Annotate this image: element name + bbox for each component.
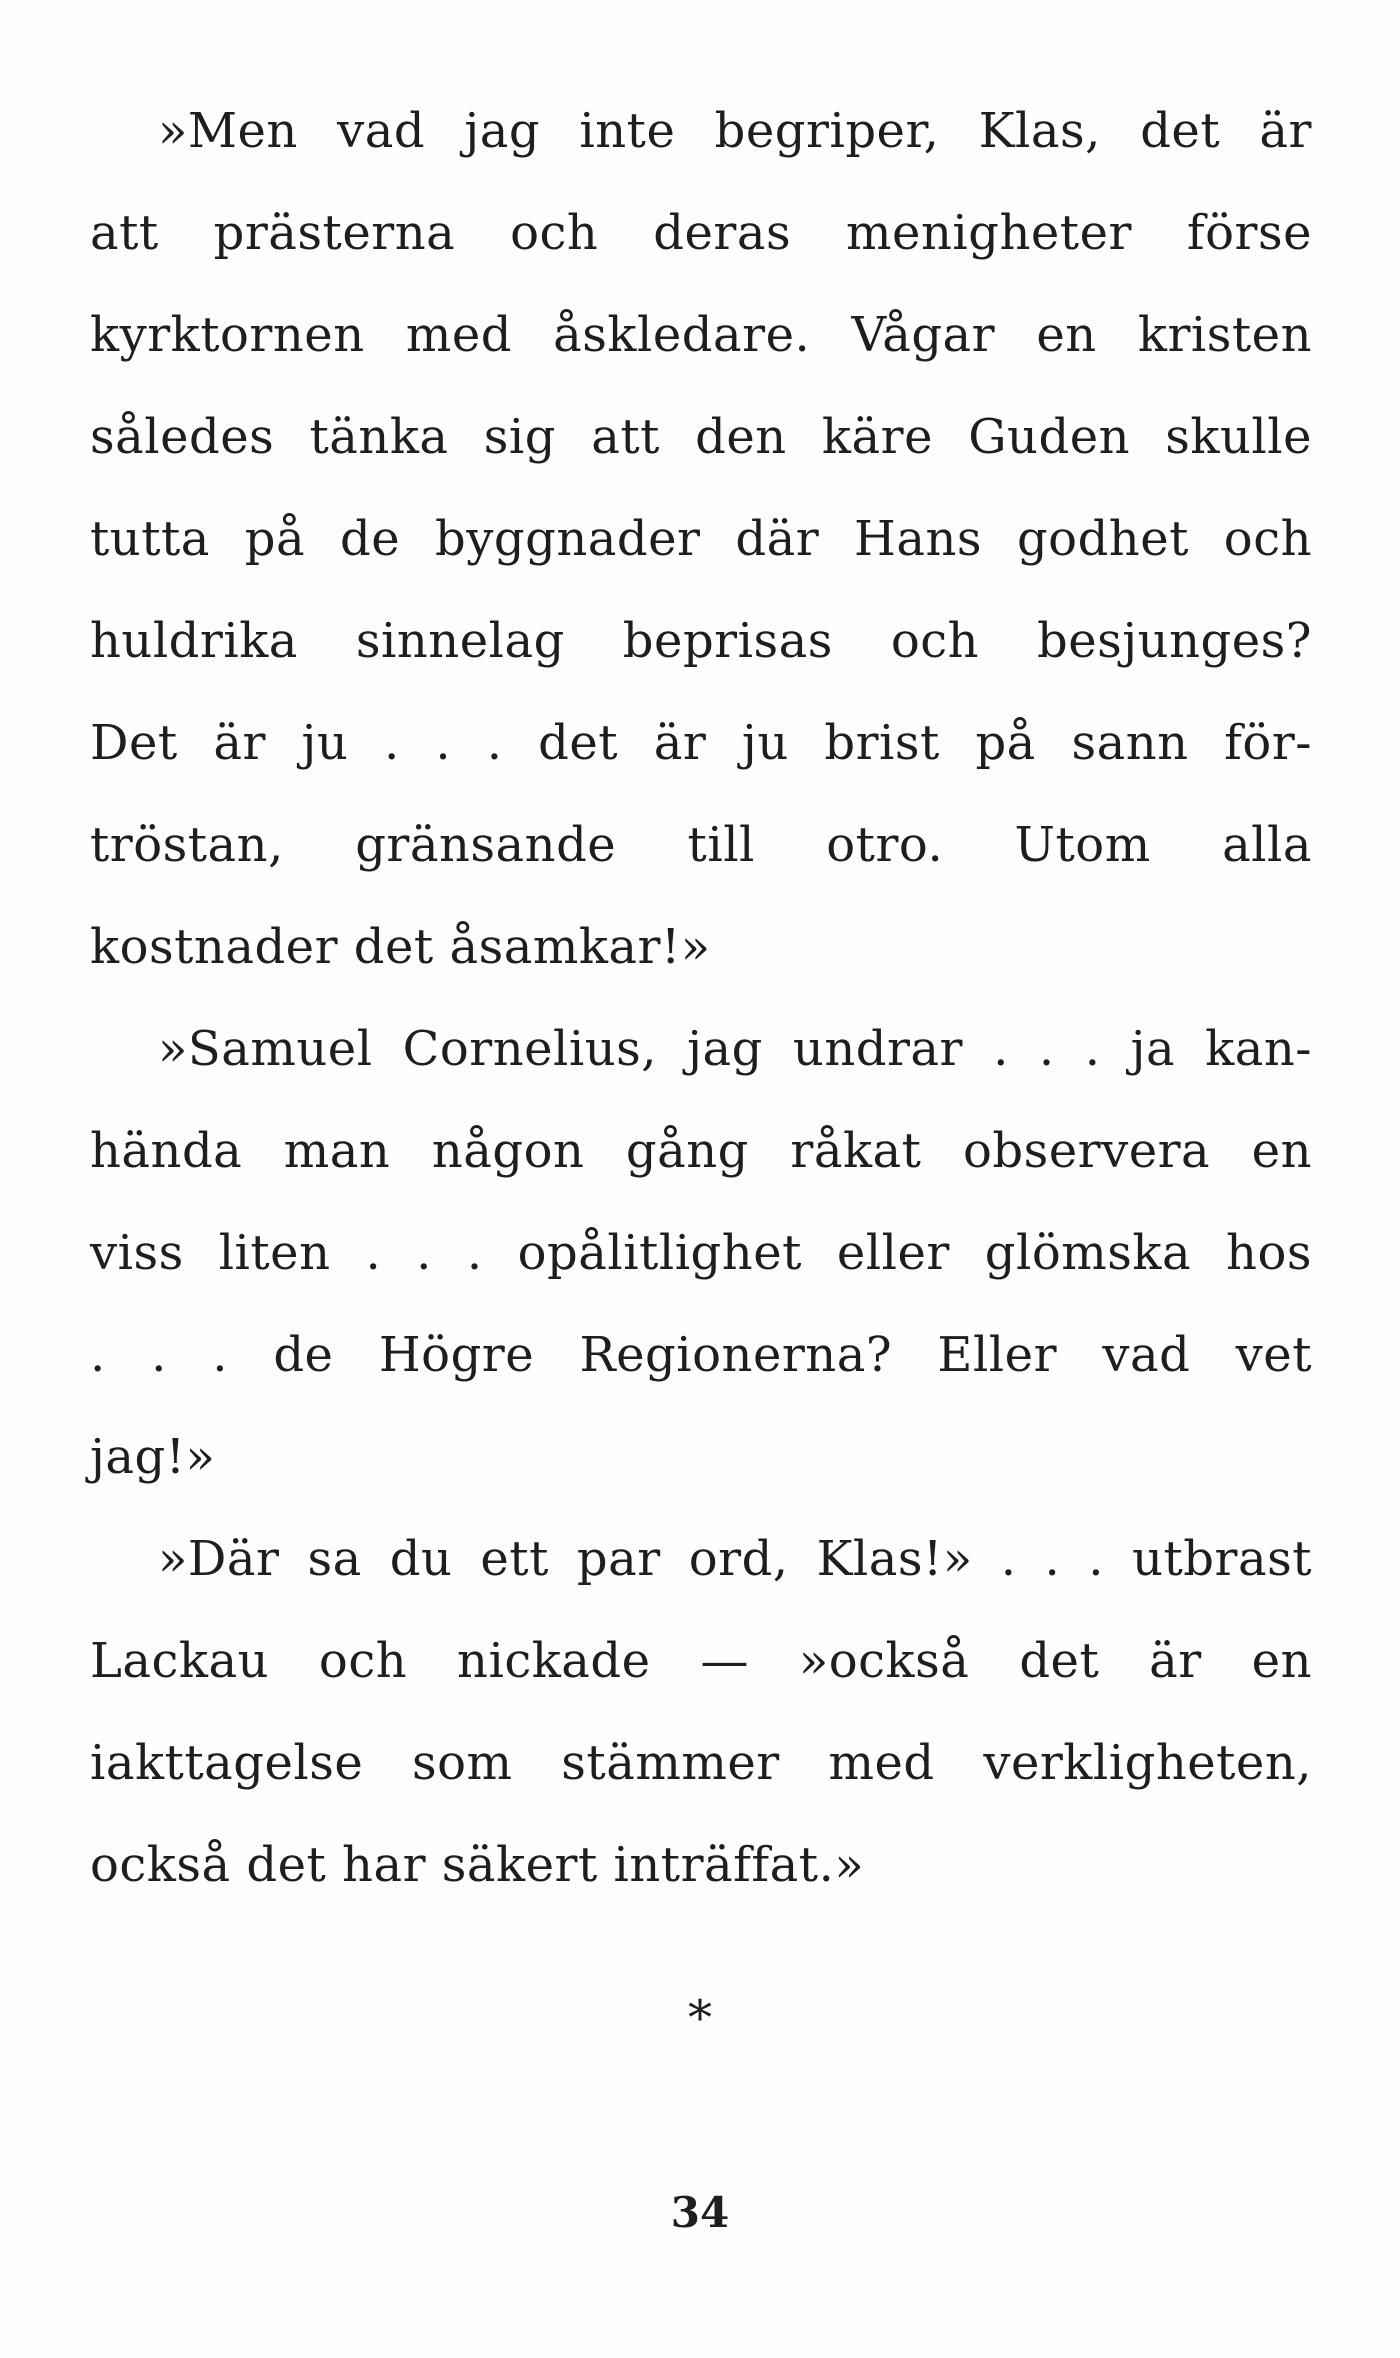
text-line: också det har säkert inträffat.»	[90, 1837, 865, 1893]
text-line: »Där sa du ett par ord, Klas!» . . . utbrast	[158, 1531, 1312, 1587]
text-line: »Men vad jag inte begriper, Klas, det är	[158, 103, 1312, 159]
body-text	[90, 96, 1312, 1932]
page-number: 34	[670, 2188, 730, 2237]
text-line: att prästerna och deras menigheter förse	[90, 205, 1312, 261]
text-line: Lackau och nickade — »också det är en	[90, 1633, 1312, 1689]
text-line: hända man någon gång råkat observera en	[90, 1123, 1312, 1179]
text-line: Det är ju . . . det är ju brist på sann för-	[90, 715, 1312, 771]
text-line: . . . de Högre Regionerna? Eller vad vet	[90, 1327, 1312, 1383]
text-line: viss liten . . . opålitlighet eller glömska hos	[90, 1225, 1312, 1281]
text-line: kyrktornen med åskledare. Vågar en kristen	[90, 307, 1312, 363]
section-separator: *	[688, 1990, 712, 2046]
text-line: kostnader det åsamkar!»	[90, 919, 711, 975]
text-line: tutta på de byggnader där Hans godhet och	[90, 511, 1312, 567]
text-line: huldrika sinnelag beprisas och besjunges?	[90, 613, 1312, 669]
text-line: jag!»	[90, 1429, 216, 1485]
text-line: iakttagelse som stämmer med verkligheten,	[90, 1735, 1312, 1791]
text-line: således tänka sig att den käre Guden skulle	[90, 409, 1312, 465]
text-line: »Samuel Cornelius, jag undrar . . . ja kan-	[158, 1021, 1312, 1077]
text-line: tröstan, gränsande till otro. Utom alla	[90, 817, 1312, 873]
